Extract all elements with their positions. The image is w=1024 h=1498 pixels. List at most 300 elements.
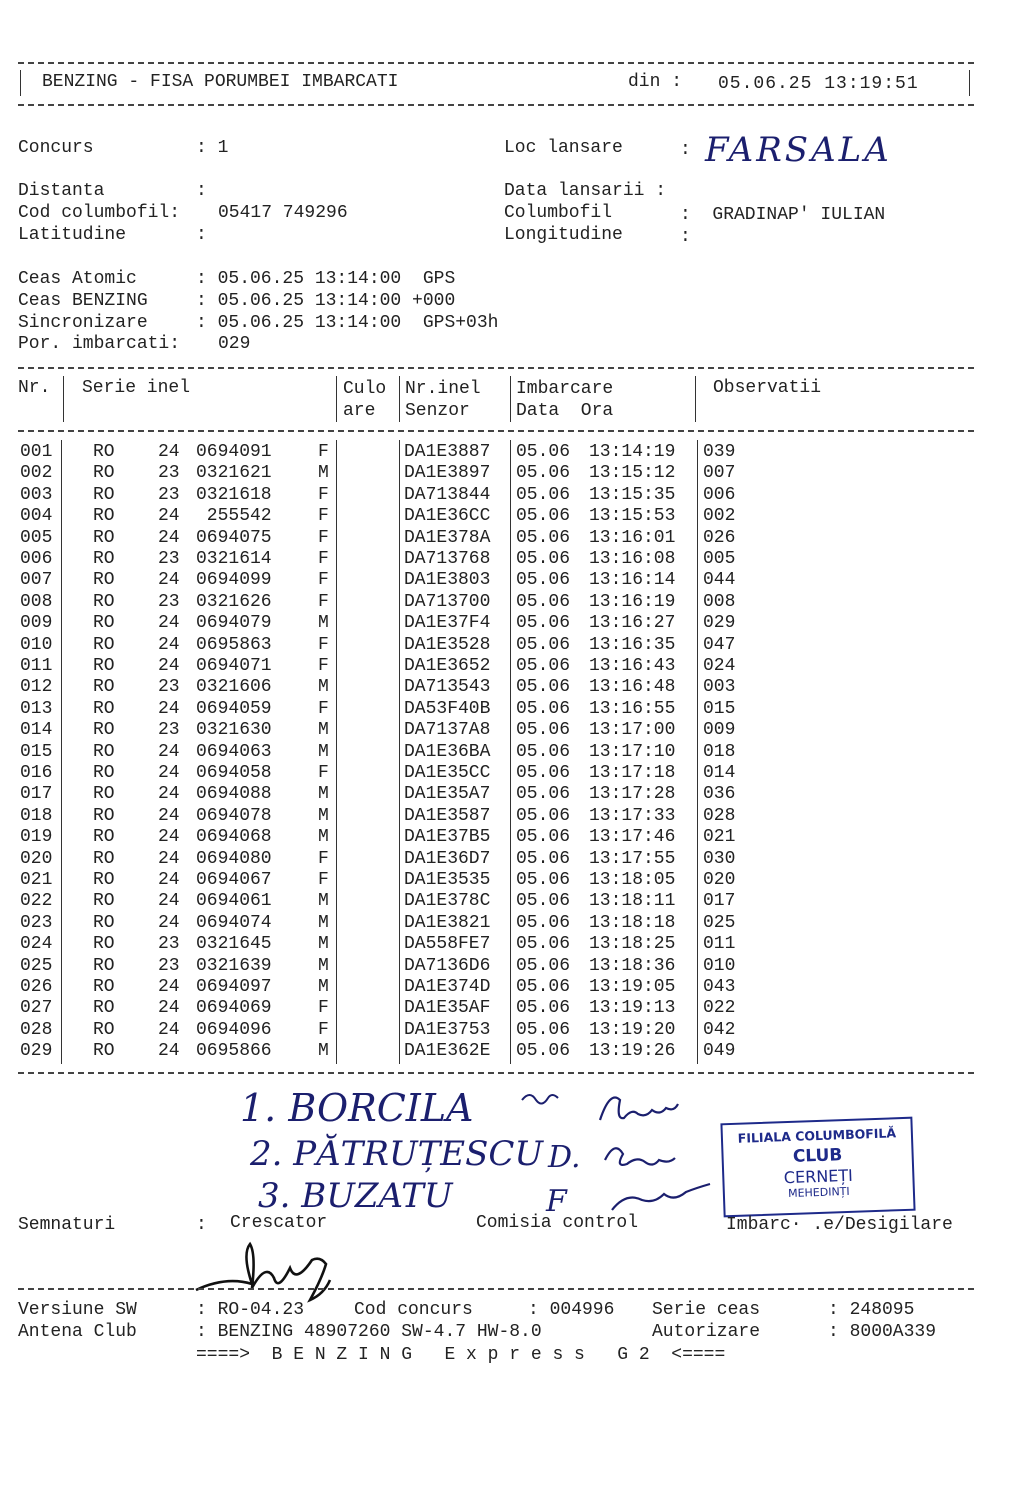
row-sex: F bbox=[318, 506, 329, 527]
row-date: 05.06 bbox=[516, 484, 571, 505]
row-sensor: DA1E3652 bbox=[404, 656, 491, 676]
row-country: RO bbox=[93, 977, 115, 997]
row-country: RO bbox=[93, 1041, 115, 1062]
table-row bbox=[0, 1041, 1024, 1062]
row-country: RO bbox=[93, 827, 115, 848]
row-ring-number: 0694059 bbox=[196, 698, 272, 719]
row-sex: M bbox=[318, 741, 329, 762]
distanta-value: : bbox=[196, 181, 207, 201]
row-country: RO bbox=[93, 613, 115, 634]
row-country: RO bbox=[93, 1019, 115, 1040]
row-time: 13:16:14 bbox=[589, 570, 676, 591]
row-ring-number: 0694088 bbox=[196, 784, 272, 805]
club-stamp bbox=[720, 1117, 915, 1218]
header-bottom-border bbox=[18, 104, 974, 106]
table-row bbox=[0, 827, 1024, 848]
row-date: 05.06 bbox=[516, 912, 571, 933]
row-country: RO bbox=[93, 955, 115, 976]
row-nr: 018 bbox=[20, 805, 53, 826]
comisia-control-label: Comisia control bbox=[476, 1213, 639, 1233]
table-row bbox=[0, 613, 1024, 634]
table-row bbox=[0, 506, 1024, 527]
row-time: 13:17:55 bbox=[589, 848, 676, 869]
header-sep-3 bbox=[399, 376, 400, 422]
row-sensor: DA1E37B5 bbox=[404, 827, 491, 848]
row-sensor: DA1E3897 bbox=[404, 463, 491, 484]
row-time: 13:19:20 bbox=[589, 1019, 676, 1040]
row-ring-number: 0694069 bbox=[196, 998, 272, 1019]
row-sex: M bbox=[318, 677, 329, 698]
sincronizare-label: Sincronizare bbox=[18, 313, 148, 333]
row-sensor: DA1E35A7 bbox=[404, 784, 491, 805]
row-observatii: 022 bbox=[703, 998, 736, 1019]
signature-mark-1 bbox=[522, 1095, 558, 1104]
row-time: 13:17:46 bbox=[589, 827, 676, 848]
row-country: RO bbox=[93, 848, 115, 869]
row-nr: 021 bbox=[20, 870, 53, 890]
cod-columbofil-value: 05417 749296 bbox=[218, 203, 348, 223]
table-row bbox=[0, 956, 1024, 977]
signature-mark-3 bbox=[605, 1148, 675, 1165]
row-ring-number: 0695866 bbox=[196, 1041, 272, 1062]
row-year: 24 bbox=[158, 656, 180, 676]
col-header-culo: Culo bbox=[343, 379, 387, 399]
row-nr: 015 bbox=[20, 741, 53, 762]
row-date: 05.06 bbox=[516, 656, 571, 676]
table-row bbox=[0, 806, 1024, 827]
table-row bbox=[0, 485, 1024, 506]
row-sensor: DA1E378A bbox=[404, 527, 491, 548]
row-sensor: DA713543 bbox=[404, 677, 491, 698]
row-observatii: 002 bbox=[703, 506, 736, 527]
col-header-data-ora: Data Ora bbox=[516, 401, 614, 421]
row-sex: F bbox=[318, 484, 329, 505]
row-country: RO bbox=[93, 656, 115, 676]
ceas-benzing-value: : 05.06.25 13:14:00 +000 bbox=[196, 291, 456, 311]
row-country: RO bbox=[93, 484, 115, 505]
row-nr: 022 bbox=[20, 891, 53, 912]
data-lansarii-label: Data lansarii : bbox=[504, 181, 667, 201]
table-row bbox=[0, 442, 1024, 463]
row-ring-number: 0694067 bbox=[196, 870, 272, 890]
table-bottom-border bbox=[18, 1072, 974, 1074]
header-left-border bbox=[20, 70, 21, 96]
row-nr: 026 bbox=[20, 977, 53, 997]
row-sex: F bbox=[318, 549, 329, 569]
row-year: 24 bbox=[158, 741, 180, 762]
document-title: BENZING - FISA PORUMBEI IMBARCATI bbox=[42, 72, 399, 92]
handwritten-line-3: 3. BUZATU bbox=[258, 1176, 453, 1216]
row-sex: F bbox=[318, 570, 329, 591]
row-date: 05.06 bbox=[516, 741, 571, 762]
row-year: 24 bbox=[158, 870, 180, 890]
row-time: 13:17:10 bbox=[589, 741, 676, 762]
row-nr: 014 bbox=[20, 720, 53, 741]
row-nr: 028 bbox=[20, 1019, 53, 1040]
row-sensor: DA1E3587 bbox=[404, 805, 491, 826]
row-ring-number: 0694074 bbox=[196, 912, 272, 933]
row-nr: 027 bbox=[20, 998, 53, 1019]
row-sex: M bbox=[318, 613, 329, 634]
ceas-atomic-label: Ceas Atomic bbox=[18, 269, 137, 289]
table-row bbox=[0, 656, 1024, 677]
concurs-value: : 1 bbox=[196, 138, 229, 158]
row-observatii: 021 bbox=[703, 827, 736, 848]
row-date: 05.06 bbox=[516, 527, 571, 548]
sincronizare-value: : 05.06.25 13:14:00 GPS+03h bbox=[196, 313, 499, 333]
por-imbarcati-value: 029 bbox=[218, 334, 251, 354]
row-sensor: DA1E3535 bbox=[404, 870, 491, 890]
row-ring-number: 0694058 bbox=[196, 763, 272, 783]
row-year: 24 bbox=[158, 506, 180, 527]
row-ring-number: 0694075 bbox=[196, 527, 272, 548]
din-label: din : bbox=[628, 72, 683, 92]
versiune-sw-value: : RO-04.23 bbox=[196, 1300, 305, 1320]
row-year: 23 bbox=[158, 677, 180, 698]
handwritten-line-2: 2. PĂTRUȚESCU bbox=[250, 1134, 544, 1174]
concurs-label: Concurs bbox=[18, 138, 94, 158]
row-sensor: DA1E3821 bbox=[404, 912, 491, 933]
row-year: 23 bbox=[158, 934, 180, 955]
row-sex: M bbox=[318, 912, 329, 933]
row-observatii: 028 bbox=[703, 805, 736, 826]
row-sensor: DA1E374D bbox=[404, 977, 491, 997]
versiune-sw-label: Versiune SW bbox=[18, 1300, 137, 1320]
row-observatii: 003 bbox=[703, 677, 736, 698]
row-observatii: 010 bbox=[703, 955, 736, 976]
table-row bbox=[0, 592, 1024, 613]
row-observatii: 044 bbox=[703, 570, 736, 591]
row-time: 13:18:25 bbox=[589, 934, 676, 955]
row-sensor: DA1E37F4 bbox=[404, 613, 491, 634]
row-year: 24 bbox=[158, 698, 180, 719]
row-year: 24 bbox=[158, 613, 180, 634]
cod-concurs-label: Cod concurs bbox=[354, 1300, 473, 1320]
row-observatii: 043 bbox=[703, 977, 736, 997]
row-nr: 005 bbox=[20, 527, 53, 548]
stamp-line-4: MEHEDINȚI bbox=[787, 1184, 850, 1201]
row-sensor: DA1E36D7 bbox=[404, 848, 491, 869]
row-year: 24 bbox=[158, 442, 180, 462]
row-year: 24 bbox=[158, 977, 180, 997]
row-date: 05.06 bbox=[516, 463, 571, 484]
row-date: 05.06 bbox=[516, 998, 571, 1019]
row-ring-number: 0694099 bbox=[196, 570, 272, 591]
row-observatii: 011 bbox=[703, 934, 736, 955]
row-sex: F bbox=[318, 442, 329, 462]
row-date: 05.06 bbox=[516, 848, 571, 869]
row-time: 13:18:18 bbox=[589, 912, 676, 933]
row-time: 13:15:12 bbox=[589, 463, 676, 484]
table-row bbox=[0, 849, 1024, 870]
table-row bbox=[0, 977, 1024, 998]
table-header-bottom-border bbox=[18, 430, 974, 432]
row-time: 13:15:35 bbox=[589, 484, 676, 505]
row-observatii: 005 bbox=[703, 549, 736, 569]
row-time: 13:17:28 bbox=[589, 784, 676, 805]
row-sex: F bbox=[318, 591, 329, 612]
row-observatii: 017 bbox=[703, 891, 736, 912]
row-nr: 023 bbox=[20, 912, 53, 933]
row-country: RO bbox=[93, 463, 115, 484]
row-country: RO bbox=[93, 870, 115, 890]
row-nr: 007 bbox=[20, 570, 53, 591]
row-date: 05.06 bbox=[516, 891, 571, 912]
col-header-imbarcare: Imbarcare bbox=[516, 379, 614, 399]
row-observatii: 009 bbox=[703, 720, 736, 741]
row-time: 13:15:53 bbox=[589, 506, 676, 527]
row-time: 13:17:18 bbox=[589, 763, 676, 783]
row-country: RO bbox=[93, 634, 115, 655]
row-date: 05.06 bbox=[516, 955, 571, 976]
row-ring-number: 0694071 bbox=[196, 656, 272, 676]
row-observatii: 042 bbox=[703, 1019, 736, 1040]
serie-ceas-label: Serie ceas bbox=[652, 1300, 761, 1320]
row-nr: 010 bbox=[20, 634, 53, 655]
row-date: 05.06 bbox=[516, 977, 571, 997]
antena-club-label: Antena Club bbox=[18, 1322, 137, 1342]
imbarcare-desigilare-label: Imbarc· .e/Desigilare bbox=[726, 1215, 953, 1235]
row-year: 24 bbox=[158, 805, 180, 826]
col-header-observatii: Observatii bbox=[713, 378, 822, 398]
row-country: RO bbox=[93, 549, 115, 569]
row-sex: M bbox=[318, 977, 329, 997]
row-time: 13:16:48 bbox=[589, 677, 676, 698]
row-date: 05.06 bbox=[516, 677, 571, 698]
row-ring-number: 0694063 bbox=[196, 741, 272, 762]
col-header-nrinel: Nr.inel bbox=[405, 379, 481, 399]
row-observatii: 006 bbox=[703, 484, 736, 505]
serie-ceas-value: : 248095 bbox=[828, 1300, 915, 1320]
row-ring-number: 0321626 bbox=[196, 591, 272, 612]
row-sensor: DA1E378C bbox=[404, 891, 491, 912]
row-nr: 025 bbox=[20, 955, 53, 976]
row-observatii: 014 bbox=[703, 763, 736, 783]
row-observatii: 024 bbox=[703, 656, 736, 676]
row-year: 24 bbox=[158, 912, 180, 933]
row-time: 13:16:27 bbox=[589, 613, 676, 634]
row-observatii: 018 bbox=[703, 741, 736, 762]
signature-mark-4 bbox=[612, 1184, 710, 1210]
row-observatii: 049 bbox=[703, 1041, 736, 1062]
columbofil-label: Columbofil bbox=[504, 203, 613, 223]
row-ring-number: 0321639 bbox=[196, 955, 272, 976]
row-year: 24 bbox=[158, 763, 180, 783]
row-observatii: 008 bbox=[703, 591, 736, 612]
col-header-senzor: Senzor bbox=[405, 401, 470, 421]
ceas-benzing-label: Ceas BENZING bbox=[18, 291, 148, 311]
row-ring-number: 0321606 bbox=[196, 677, 272, 698]
row-country: RO bbox=[93, 805, 115, 826]
autorizare-value: : 8000A339 bbox=[828, 1322, 937, 1342]
row-year: 23 bbox=[158, 955, 180, 976]
loc-lansare-label: Loc lansare bbox=[504, 138, 623, 158]
row-observatii: 026 bbox=[703, 527, 736, 548]
row-year: 24 bbox=[158, 1041, 180, 1062]
loc-lansare-handwritten: FARSALA bbox=[705, 130, 892, 170]
row-time: 13:14:19 bbox=[589, 442, 676, 462]
row-nr: 017 bbox=[20, 784, 53, 805]
row-observatii: 030 bbox=[703, 848, 736, 869]
row-observatii: 025 bbox=[703, 912, 736, 933]
semnaturi-colon: : bbox=[196, 1215, 207, 1235]
columbofil-value: : GRADINAP' IULIAN bbox=[680, 205, 886, 225]
row-ring-number: 0695863 bbox=[196, 634, 272, 655]
autorizare-label: Autorizare bbox=[652, 1322, 761, 1342]
row-date: 05.06 bbox=[516, 763, 571, 783]
row-year: 24 bbox=[158, 784, 180, 805]
row-ring-number: 0694079 bbox=[196, 613, 272, 634]
row-year: 24 bbox=[158, 891, 180, 912]
row-date: 05.06 bbox=[516, 506, 571, 527]
table-row bbox=[0, 463, 1024, 484]
row-ring-number: 0694068 bbox=[196, 827, 272, 848]
row-sensor: DA1E35AF bbox=[404, 998, 491, 1019]
row-year: 23 bbox=[158, 720, 180, 741]
distanta-label: Distanta bbox=[18, 181, 105, 201]
table-row bbox=[0, 934, 1024, 955]
row-time: 13:17:00 bbox=[589, 720, 676, 741]
crescator-label: Crescator bbox=[230, 1213, 328, 1233]
row-sensor: DA1E35CC bbox=[404, 763, 491, 783]
table-row bbox=[0, 784, 1024, 805]
benzing-express-banner: ====> B E N Z I N G E x p r e s s G 2 <==== bbox=[196, 1345, 726, 1365]
antena-club-value: : BENZING 48907260 SW-4.7 HW-8.0 bbox=[196, 1322, 542, 1342]
row-sensor: DA1E3887 bbox=[404, 442, 491, 462]
row-sex: F bbox=[318, 1019, 329, 1040]
cod-columbofil-label: Cod columbofil: bbox=[18, 203, 181, 223]
row-sex: M bbox=[318, 1041, 329, 1062]
row-country: RO bbox=[93, 741, 115, 762]
row-sensor: DA1E3803 bbox=[404, 570, 491, 591]
row-time: 13:19:05 bbox=[589, 977, 676, 997]
table-row bbox=[0, 763, 1024, 784]
latitudine-label: Latitudine bbox=[18, 225, 127, 245]
row-sex: M bbox=[318, 463, 329, 484]
row-nr: 001 bbox=[20, 442, 53, 462]
row-nr: 004 bbox=[20, 506, 53, 527]
row-sex: M bbox=[318, 784, 329, 805]
table-row bbox=[0, 549, 1024, 570]
row-time: 13:16:01 bbox=[589, 527, 676, 548]
row-sensor: DA558FE7 bbox=[404, 934, 491, 955]
row-date: 05.06 bbox=[516, 870, 571, 890]
row-nr: 029 bbox=[20, 1041, 53, 1062]
row-sensor: DA1E3753 bbox=[404, 1019, 491, 1040]
row-time: 13:17:33 bbox=[589, 805, 676, 826]
row-sensor: DA713844 bbox=[404, 484, 491, 505]
row-sensor: DA713700 bbox=[404, 591, 491, 612]
row-date: 05.06 bbox=[516, 1019, 571, 1040]
row-country: RO bbox=[93, 763, 115, 783]
row-country: RO bbox=[93, 698, 115, 719]
row-time: 13:16:19 bbox=[589, 591, 676, 612]
row-sex: F bbox=[318, 656, 329, 676]
row-nr: 002 bbox=[20, 463, 53, 484]
header-sep-1 bbox=[63, 376, 64, 422]
table-top-border bbox=[18, 367, 974, 369]
row-ring-number: 0694091 bbox=[196, 442, 272, 462]
row-date: 05.06 bbox=[516, 591, 571, 612]
row-country: RO bbox=[93, 570, 115, 591]
row-nr: 006 bbox=[20, 549, 53, 569]
semnaturi-label: Semnaturi bbox=[18, 1215, 116, 1235]
row-observatii: 007 bbox=[703, 463, 736, 484]
row-observatii: 029 bbox=[703, 613, 736, 634]
table-row bbox=[0, 528, 1024, 549]
table-row bbox=[0, 870, 1024, 891]
row-observatii: 039 bbox=[703, 442, 736, 462]
row-year: 23 bbox=[158, 463, 180, 484]
row-date: 05.06 bbox=[516, 720, 571, 741]
table-row bbox=[0, 677, 1024, 698]
row-year: 24 bbox=[158, 848, 180, 869]
table-row bbox=[0, 635, 1024, 656]
row-time: 13:16:08 bbox=[589, 549, 676, 569]
col-header-are: are bbox=[343, 401, 376, 421]
row-ring-number: 0321614 bbox=[196, 549, 272, 569]
col-header-nr: Nr. bbox=[18, 378, 51, 398]
row-country: RO bbox=[93, 912, 115, 933]
row-sex: M bbox=[318, 891, 329, 912]
row-time: 13:16:43 bbox=[589, 656, 676, 676]
row-year: 23 bbox=[158, 549, 180, 569]
row-sex: F bbox=[318, 698, 329, 719]
row-nr: 020 bbox=[20, 848, 53, 869]
loc-lansare-colon: : bbox=[680, 140, 691, 160]
row-time: 13:19:13 bbox=[589, 998, 676, 1019]
row-observatii: 047 bbox=[703, 634, 736, 655]
table-row bbox=[0, 998, 1024, 1019]
row-country: RO bbox=[93, 720, 115, 741]
table-row bbox=[0, 699, 1024, 720]
row-country: RO bbox=[93, 677, 115, 698]
table-row bbox=[0, 720, 1024, 741]
row-country: RO bbox=[93, 934, 115, 955]
longitudine-value: : bbox=[680, 227, 691, 247]
header-sep-5 bbox=[695, 376, 696, 422]
row-year: 24 bbox=[158, 570, 180, 591]
row-date: 05.06 bbox=[516, 549, 571, 569]
row-nr: 009 bbox=[20, 613, 53, 634]
row-nr: 016 bbox=[20, 763, 53, 783]
row-country: RO bbox=[93, 784, 115, 805]
row-time: 13:18:36 bbox=[589, 955, 676, 976]
row-ring-number: 0694097 bbox=[196, 977, 272, 997]
row-country: RO bbox=[93, 591, 115, 612]
header-sep-4 bbox=[510, 376, 511, 422]
signature-mark-5 bbox=[196, 1244, 330, 1300]
row-country: RO bbox=[93, 891, 115, 912]
header-top-border bbox=[18, 62, 974, 64]
row-time: 13:18:05 bbox=[589, 870, 676, 890]
handwritten-line-2b: D. bbox=[548, 1140, 581, 1175]
row-nr: 008 bbox=[20, 591, 53, 612]
row-date: 05.06 bbox=[516, 934, 571, 955]
row-sensor: DA1E362E bbox=[404, 1041, 491, 1062]
row-date: 05.06 bbox=[516, 613, 571, 634]
row-sex: M bbox=[318, 934, 329, 955]
row-year: 24 bbox=[158, 827, 180, 848]
row-date: 05.06 bbox=[516, 805, 571, 826]
row-sex: F bbox=[318, 763, 329, 783]
row-sex: F bbox=[318, 870, 329, 890]
row-country: RO bbox=[93, 506, 115, 527]
row-nr: 012 bbox=[20, 677, 53, 698]
row-sex: F bbox=[318, 527, 329, 548]
row-date: 05.06 bbox=[516, 570, 571, 591]
row-date: 05.06 bbox=[516, 1041, 571, 1062]
